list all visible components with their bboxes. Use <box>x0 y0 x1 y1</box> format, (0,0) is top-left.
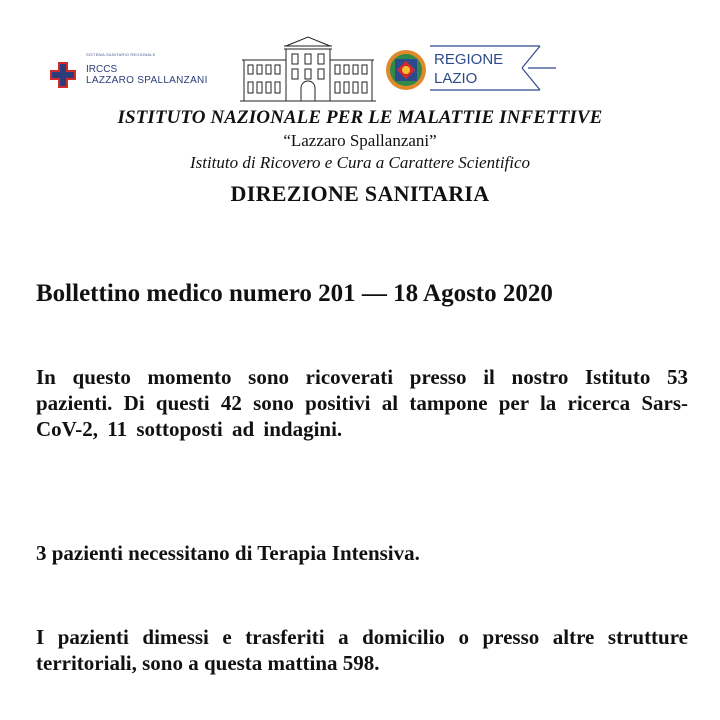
spallanzani-irccs-label: IRCCS <box>86 64 118 75</box>
spallanzani-logo <box>48 52 228 92</box>
institute-title: ISTITUTO NAZIONALE PER LE MALATTIE INFETTIVE <box>117 107 603 128</box>
spallanzani-name-label: LAZZARO SPALLANZANI <box>86 75 208 86</box>
bulletin-title: Bollettino medico numero 201 — 18 Agosto 2020 <box>36 280 553 307</box>
regione-emblem-icon <box>384 48 428 92</box>
institute-tagline: Istituto di Ricovero e Cura a Carattere Scientifico <box>189 153 531 172</box>
letterhead <box>0 30 720 106</box>
institute-subtitle: “Lazzaro Spallanzani” <box>283 131 437 150</box>
institute-building-icon <box>238 34 378 104</box>
spallanzani-service-label: SISTEMA SANITARIO REGIONALE <box>86 52 156 57</box>
lazio-label: LAZIO <box>434 70 478 87</box>
regione-text <box>434 50 503 88</box>
bulletin-paragraph-discharged: I pazienti dimessi e trasferiti a domicilio o presso altre strutture territoriali, sono a questa mattina 598. <box>36 625 688 675</box>
bulletin-paragraph-patients: In questo momento sono ricoverati presso il nostro Istituto 53 pazienti. Di questi 42 sono positivi al tampone per la ricerca Sars-CoV-2, 11 sottoposti ad indagini. <box>36 365 688 441</box>
regione-label: REGIONE <box>434 51 504 68</box>
regione-lazio-logo <box>384 44 559 94</box>
bulletin-paragraph-intensive-care: 3 pazienti necessitano di Terapia Intensiva. <box>36 541 420 565</box>
direzione-sanitaria-heading: DIREZIONE SANITARIA <box>230 181 490 206</box>
red-cross-icon <box>48 60 78 90</box>
